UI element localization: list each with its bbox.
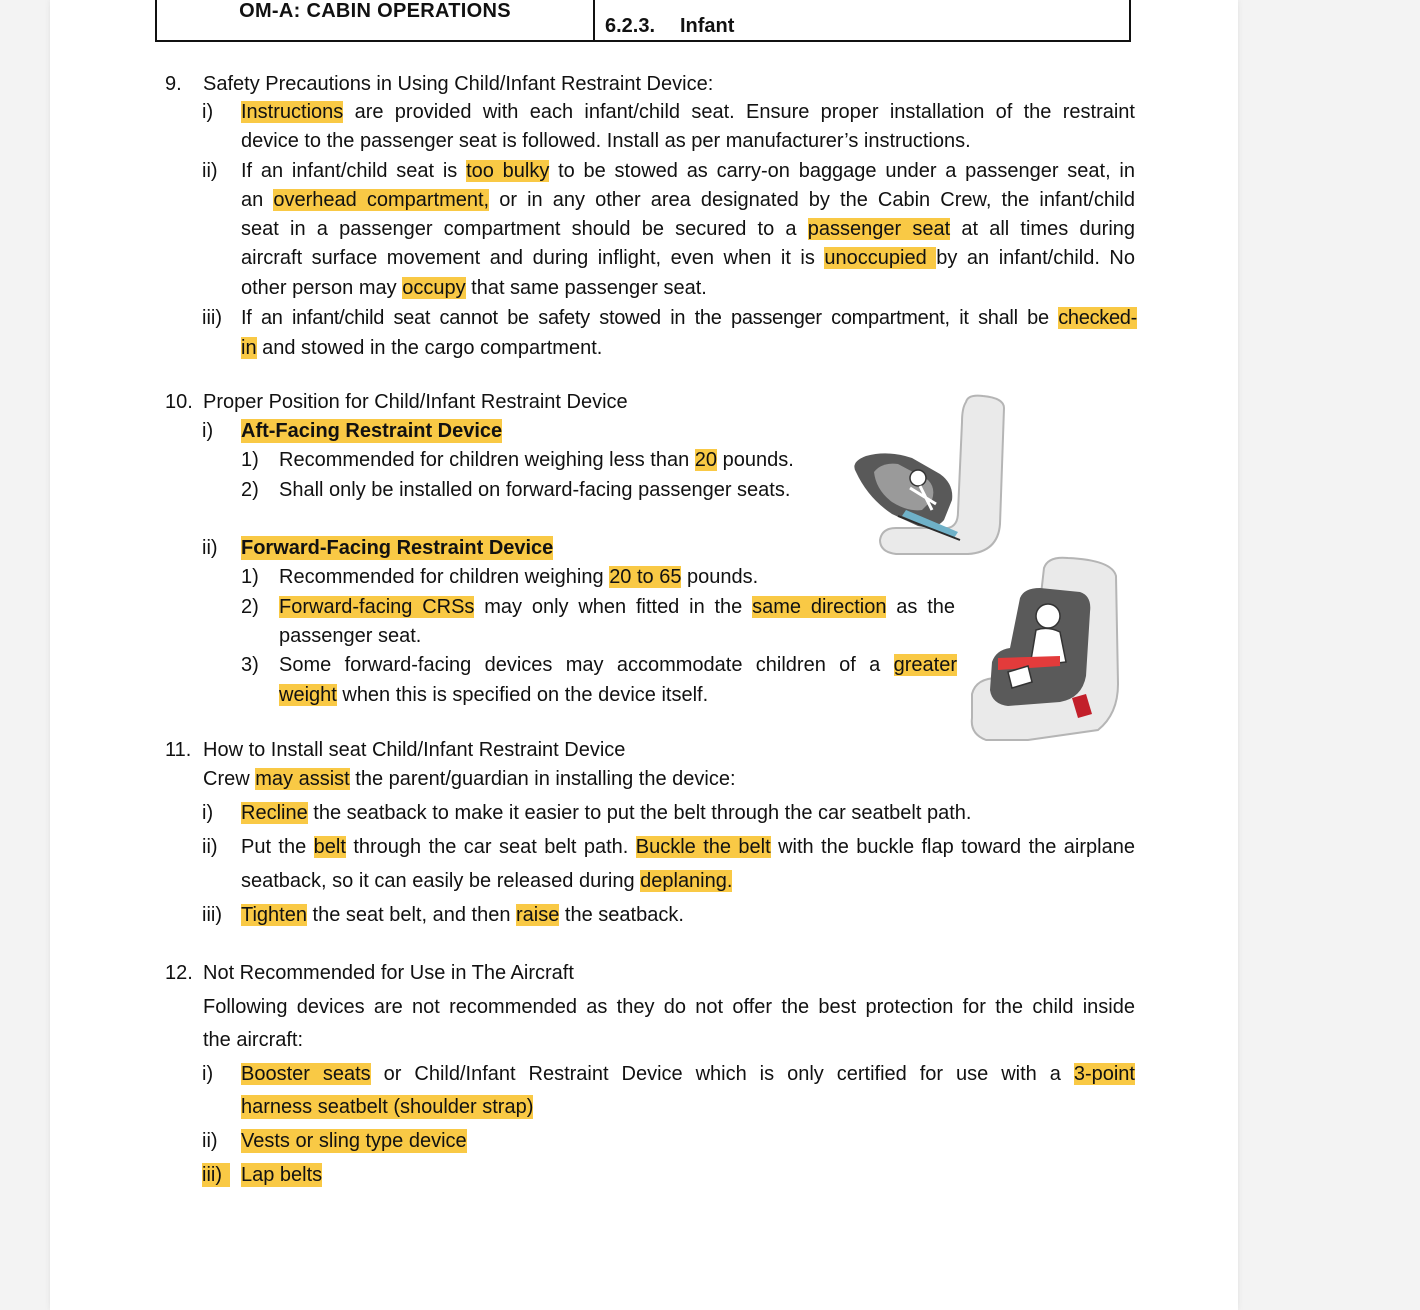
s9-number: 9.: [165, 73, 182, 95]
s10-ii-label: ii): [202, 537, 218, 559]
s11-ii-line2: seatback, so it can easily be released during deplaning.: [241, 870, 733, 892]
s12-i-line2: harness seatbelt (shoulder strap): [241, 1096, 534, 1118]
header-section-number: 6.2.3.: [605, 15, 656, 37]
s11-ii-label: ii): [202, 836, 218, 858]
s10-i1-label: 1): [241, 449, 259, 471]
s12-iii-label: iii): [202, 1163, 230, 1187]
s12-number: 12.: [165, 962, 193, 984]
s9-iii-label: iii): [202, 307, 222, 329]
s10-i2-text: Shall only be installed on forward-facing passenger seats.: [279, 479, 791, 501]
document-page: [50, 0, 1238, 1310]
s10-i-label: i): [202, 420, 214, 442]
s11-i-text: Recline the seatback to make it easier to put the belt through the car seatbelt path.: [241, 802, 972, 824]
header-manual-title: OM-A: CABIN OPERATIONS: [239, 0, 511, 22]
aft-facing-car-seat-icon: [848, 392, 1016, 558]
s9-ii-line3: seat in a passenger compartment should be secured to a passenger seat at all times during: [241, 218, 1136, 240]
s10-ii2-label: 2): [241, 596, 259, 618]
s10-ii3-label: 3): [241, 654, 259, 676]
s12-ii-label: ii): [202, 1130, 218, 1152]
s10-number: 10.: [165, 391, 193, 413]
s11-i-label: i): [202, 802, 214, 824]
s10-ii2-line2: passenger seat.: [279, 625, 422, 647]
s9-i-label: i): [202, 101, 214, 123]
s10-ii1-text: Recommended for children weighing 20 to 65 pounds.: [279, 566, 759, 588]
s11-number: 11.: [165, 739, 192, 761]
s12-title: Not Recommended for Use in The Aircraft: [203, 962, 574, 984]
s12-ii-text: Vests or sling type device: [241, 1130, 467, 1152]
s12-i-label: i): [202, 1063, 214, 1085]
s9-ii-line5: other person may occupy that same passenger seat.: [241, 277, 707, 299]
s9-iii-line2: in and stowed in the cargo compartment.: [241, 337, 603, 359]
s10-ii3-line1: Some forward-facing devices may accommodate children of a greater: [279, 654, 957, 676]
forward-facing-car-seat-icon: [968, 554, 1124, 742]
s9-ii-line4: aircraft surface movement and during inflight, even when it is unoccupied by an infant/child. No: [241, 247, 1135, 269]
s12-intro-line2: the aircraft:: [203, 1029, 304, 1051]
s9-ii-label: ii): [202, 160, 218, 182]
document-header-table: [155, 0, 1131, 42]
header-divider: [593, 0, 595, 40]
s12-intro-line1: Following devices are not recommended as they do not offer the best protection for the child inside: [203, 996, 1135, 1018]
header-section-title: Infant: [680, 15, 735, 37]
s11-iii-text: Tighten the seat belt, and then raise the seatback.: [241, 904, 684, 926]
s9-iii-line1: If an infant/child seat cannot be safety stowed in the passenger compartment, it shall be checked-: [241, 307, 1137, 329]
s9-ii-line1: If an infant/child seat is too bulky to be stowed as carry-on baggage under a passenger seat, in: [241, 160, 1135, 182]
s10-i1-text: Recommended for children weighing less than 20 pounds.: [279, 449, 794, 471]
s9-ii-line2: an overhead compartment, or in any other area designated by the Cabin Crew, the infant/child: [241, 189, 1135, 211]
s11-title: How to Install seat Child/Infant Restraint Device: [203, 739, 626, 761]
s10-i2-label: 2): [241, 479, 259, 501]
s10-ii3-line2: weight when this is specified on the device itself.: [279, 684, 709, 706]
s10-ii1-label: 1): [241, 566, 259, 588]
s9-title: Safety Precautions in Using Child/Infant Restraint Device:: [203, 73, 714, 95]
s10-title: Proper Position for Child/Infant Restraint Device: [203, 391, 628, 413]
s9-i-line1: Instructions are provided with each infant/child seat. Ensure proper installation of the restraint: [241, 101, 1135, 123]
s11-iii-label: iii): [202, 904, 222, 926]
s11-ii-line1: Put the belt through the car seat belt path. Buckle the belt with the buckle flap toward the airplane: [241, 836, 1135, 858]
s10-i-title: Aft-Facing Restraint Device: [241, 420, 503, 442]
s10-ii-title: Forward-Facing Restraint Device: [241, 537, 554, 559]
s12-iii-text: Lap belts: [241, 1164, 323, 1186]
s11-intro: Crew may assist the parent/guardian in installing the device:: [203, 768, 736, 790]
s12-i-line1: Booster seats or Child/Infant Restraint Device which is only certified for use with a 3-point: [241, 1063, 1135, 1085]
s10-ii2-line1: Forward-facing CRSs may only when fitted in the same direction as the: [279, 596, 956, 618]
s9-i-line2: device to the passenger seat is followed. Install as per manufacturer’s instructions.: [241, 130, 971, 152]
